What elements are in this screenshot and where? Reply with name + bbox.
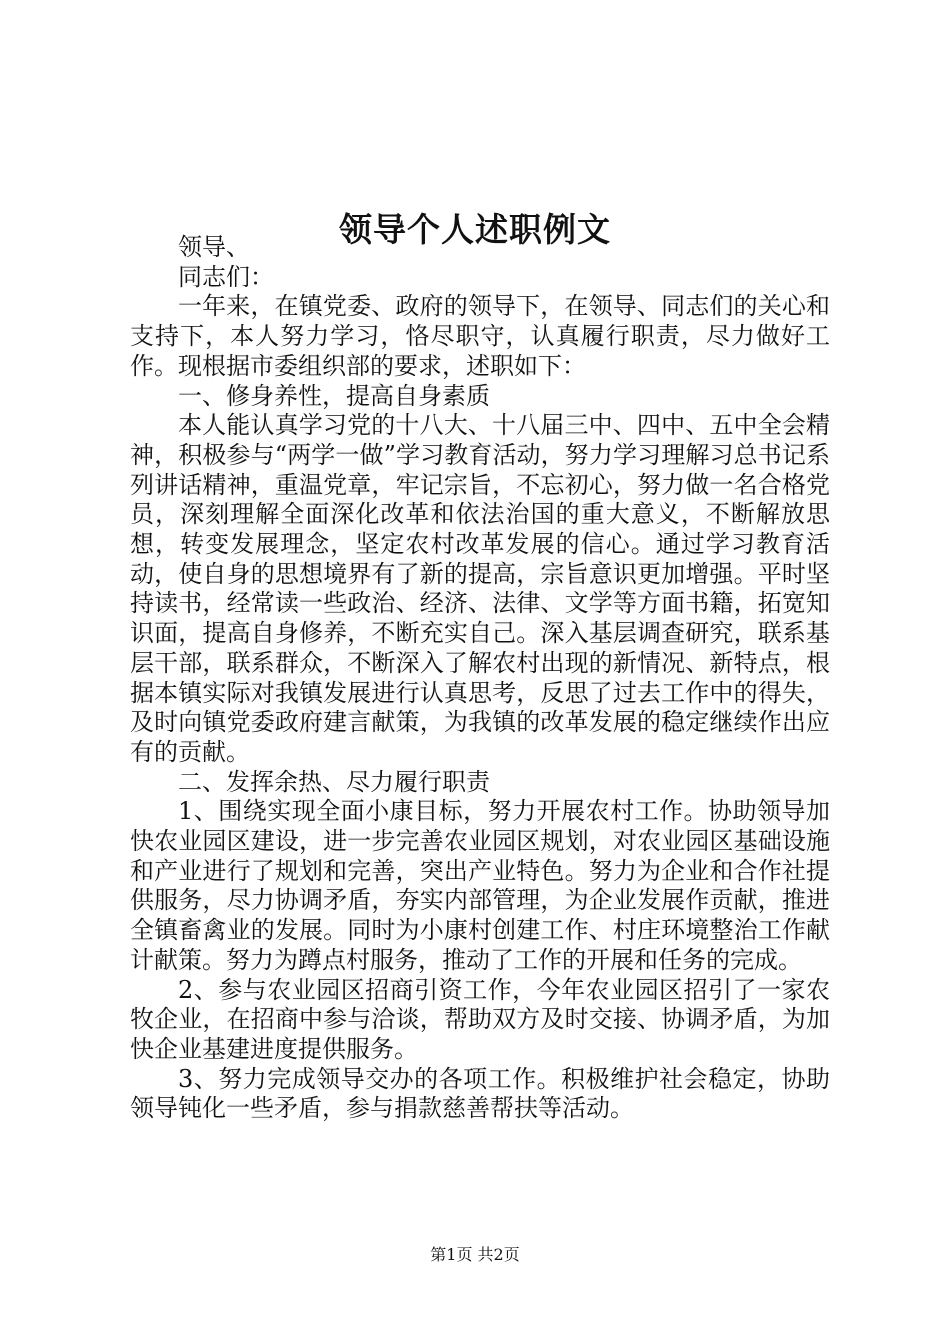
page-number-footer: 第1页 共2页 [430, 1245, 520, 1264]
section-2-item-2: 2、参与农业园区招商引资工作，今年农业园区招引了一家农牧企业，在招商中参与洽谈，帮助双方及时交接、协调矛盾，为加快企业基建进度提供服务。 [130, 975, 830, 1063]
section-heading-1: 一、修身养性，提高自身素质 [178, 381, 490, 410]
section-2-item-3: 3、努力完成领导交办的各项工作。积极维护社会稳定，协助领导钝化一些矛盾，参与捐款慈善帮扶等活动。 [130, 1064, 830, 1123]
section-1-paragraph: 本人能认真学习党的十八大、十八届三中、四中、五中全会精神，积极参与“两学一做”学习教育活动，努力学习理解习总书记系列讲话精神，重温党章，牢记宗旨，不忘初心，努力做一名合格党员，深刻理解全面深化改革和依法治国的重大意义，不断解放思想，转变发展理念，坚定农村改革发展的信心。通过学习教育活动，使自身的思想境界有了新的提高，宗旨意识更加增强。平时坚持读书，经常读一些政治、经济、法律、文学等方面书籍，拓宽知识面，提高自身修养，不断充实自己。深入基层调查研究，联系基层干部，联系群众，不断深入了解农村出现的新情况、新特点，根据本镇实际对我镇发展进行认真思考，反思了过去工作中的得失，及时向镇党委政府建言献策，为我镇的改革发展的稳定继续作出应有的贡献。 [130, 411, 830, 766]
section-2-item-1: 1、围绕实现全面小康目标，努力开展农村工作。协助领导加快农业园区建设，进一步完善农业园区规划，对农业园区基础设施和产业进行了规划和完善，突出产业特色。努力为企业和合作社提供服务，尽力协调矛盾，夯实内部管理，为企业发展作贡献，推进全镇畜禽业的发展。同时为小康村创建工作、村庄环境整治工作献计献策。努力为蹲点村服务，推动了工作的开展和任务的完成。 [130, 797, 830, 974]
section-heading-2: 二、发挥余热、尽力履行职责 [178, 767, 490, 796]
salutation-comrades: 同志们： [178, 262, 274, 291]
document-body [130, 233, 830, 1124]
salutation-leaders: 领导、 [178, 233, 250, 261]
document-title: 领导个人述职例文 [339, 210, 611, 250]
intro-paragraph: 一年来，在镇党委、政府的领导下，在领导、同志们的关心和支持下，本人努力学习，恪尽职守，认真履行职责，尽力做好工作。现根据市委组织部的要求，述职如下： [130, 292, 830, 380]
